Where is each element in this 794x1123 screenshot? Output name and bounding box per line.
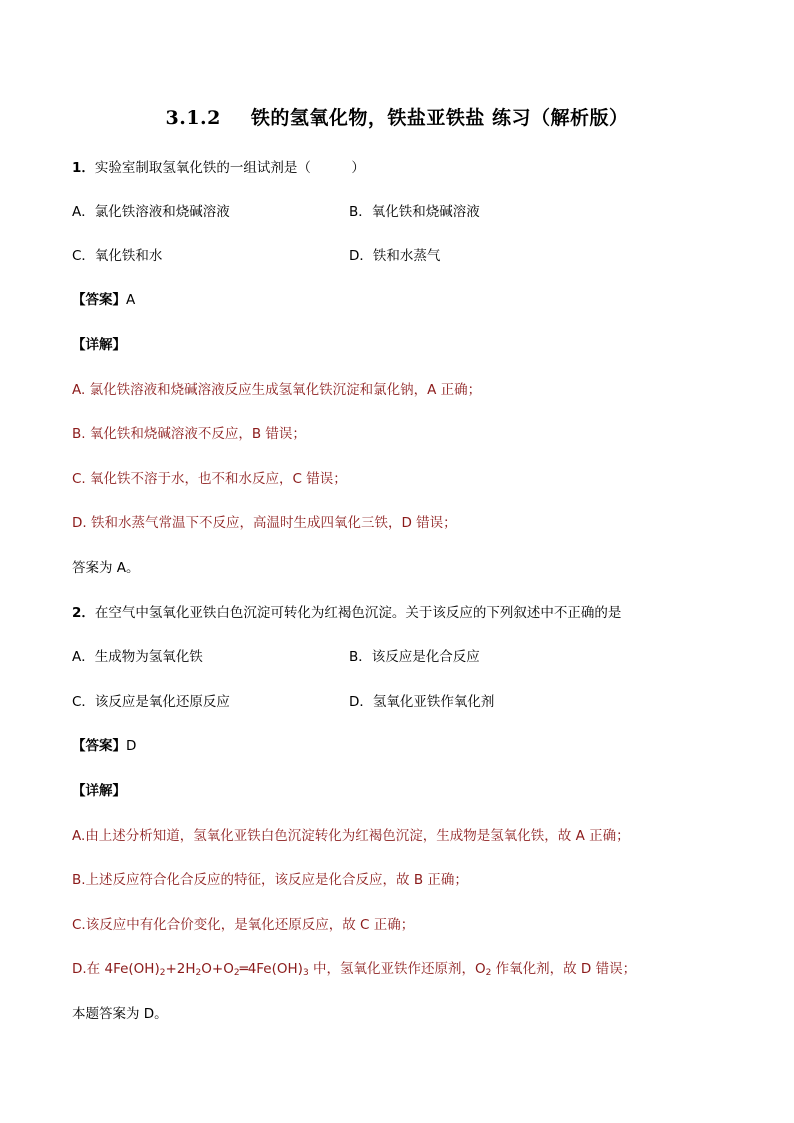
q1-conclusion: 答案为 A。 (72, 560, 140, 576)
answer-label: 【答案】 (72, 738, 126, 754)
q2-explanation-a: A.由上述分析知道，氢氧化亚铁白色沉淀转化为红褐色沉淀，生成物是氢氧化铁，故 A 正确； (72, 828, 630, 844)
question-2-text: 在空气中氢氧化亚铁白色沉淀可转化为红褐色沉淀。关于该反应的下列叙述中不正确的是 (94, 605, 622, 621)
q1-detail-label: 【详解】 (72, 337, 126, 353)
question-1-number: 1． (72, 160, 95, 176)
q1-explanation-a: A. 氯化铁溶液和烧碱溶液反应生成氢氧化铁沉淀和氯化钠，A 正确； (72, 382, 482, 398)
eq-part: 4Fe(OH) (104, 961, 160, 977)
q2-option-a: A．生成物为氢氧化铁 (72, 649, 203, 665)
eq-part: O+O (201, 961, 234, 977)
question-1-stem (72, 158, 365, 178)
equation-middle: 中，氢氧化亚铁作还原剂，O (308, 961, 486, 977)
equation-prefix: D.在 (72, 961, 105, 977)
eq-part: +2H (165, 961, 196, 977)
q1-option-a: A．氯化铁溶液和烧碱溶液 (72, 204, 230, 220)
q1-explanation-c: C. 氧化铁不溶于水，也不和水反应，C 错误； (72, 471, 347, 487)
question-2-stem (72, 603, 621, 623)
eq-part: ═4Fe(OH) (239, 961, 303, 977)
q1-explanation-b: B. 氧化铁和烧碱溶液不反应，B 错误； (72, 426, 306, 442)
equation-suffix: 作氧化剂，故 D 错误； (491, 961, 637, 977)
eq-subscript: 2 (485, 968, 492, 978)
q1-option-d: D．铁和水蒸气 (349, 248, 441, 264)
q2-option-b: B．该反应是化合反应 (349, 649, 480, 665)
answer-label: 【答案】 (72, 292, 126, 308)
eq-subscript: 2 (195, 968, 202, 978)
q1-option-c: C．氧化铁和水 (72, 248, 163, 264)
answer-value: D (126, 738, 137, 754)
title-text: 铁的氢氧化物，铁盐亚铁盐 练习（解析版） (250, 107, 629, 129)
section-number: 3.1.2 (165, 107, 221, 129)
q2-option-c: C．该反应是氧化还原反应 (72, 694, 230, 710)
q2-conclusion: 本题答案为 D。 (72, 1006, 168, 1022)
answer-value: A (126, 292, 136, 308)
chemical-equation (104, 961, 308, 977)
q2-explanation-b: B.上述反应符合化合反应的特征，该反应是化合反应，故 B 正确； (72, 872, 468, 888)
q2-answer (72, 736, 136, 756)
q1-option-b: B．氧化铁和烧碱溶液 (349, 204, 480, 220)
question-2-number: 2． (72, 605, 95, 621)
eq-subscript: 2 (233, 968, 240, 978)
eq-subscript: 3 (302, 968, 309, 978)
eq-subscript: 2 (159, 968, 166, 978)
q2-explanation-d (72, 959, 636, 983)
page-title (0, 103, 794, 130)
q2-explanation-c: C.该反应中有化合价变化，是氧化还原反应，故 C 正确； (72, 917, 415, 933)
q1-explanation-d: D. 铁和水蒸气常温下不反应，高温时生成四氧化三铁，D 错误； (72, 515, 457, 531)
q1-answer (72, 290, 135, 310)
q2-detail-label: 【详解】 (72, 783, 126, 799)
question-1-text: 实验室制取氢氧化铁的一组试剂是（ ） (94, 160, 365, 176)
q2-option-d: D．氢氧化亚铁作氧化剂 (349, 694, 495, 710)
